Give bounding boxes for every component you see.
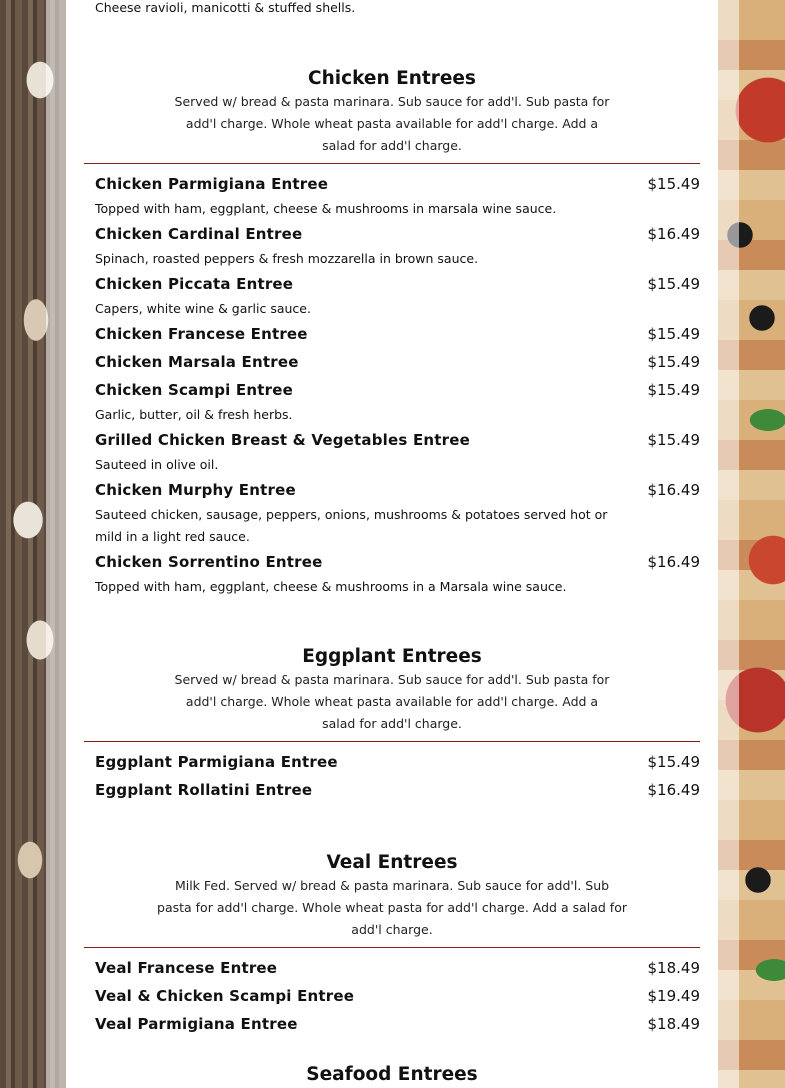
section-description: Milk Fed. Served w/ bread & pasta marinara. Sub sauce for add'l. Sub pasta for add'l charge. Whole wheat pasta for add'l charge. Add a salad for add'l charge.: [157, 878, 627, 937]
menu-item[interactable]: [84, 376, 700, 426]
menu-item-price: $15.49: [647, 353, 700, 371]
menu-item-list: [84, 748, 700, 804]
menu-item-price: $18.49: [647, 1015, 700, 1033]
section-divider: [84, 741, 700, 742]
menu-item-price: $15.49: [647, 275, 700, 293]
menu-item-name: Chicken Sorrentino Entree: [95, 553, 323, 571]
menu-item-name: Chicken Parmigiana Entree: [95, 175, 329, 193]
menu-item-name: Eggplant Parmigiana Entree: [95, 753, 338, 771]
section-divider: [84, 163, 700, 164]
menu-item[interactable]: [84, 170, 700, 220]
menu-item[interactable]: [84, 548, 700, 598]
menu-item-description: Capers, white wine & garlic sauce.: [95, 301, 311, 316]
menu-item-name: Chicken Scampi Entree: [95, 381, 293, 399]
menu-item-price: $16.49: [647, 481, 700, 499]
section-title: Eggplant Entrees: [302, 646, 482, 667]
menu-item-name: Chicken Piccata Entree: [95, 275, 294, 293]
menu-item[interactable]: [84, 776, 700, 804]
menu-item-name: Grilled Chicken Breast & Vegetables Entree: [95, 431, 470, 449]
menu-item-price: $18.49: [647, 959, 700, 977]
menu-item-name: Veal Parmigiana Entree: [95, 1015, 298, 1033]
menu-item-description: Topped with ham, eggplant, cheese & mushrooms in a Marsala wine sauce.: [95, 579, 567, 594]
menu-item-description: Sauteed chicken, sausage, peppers, onions, mushrooms & potatoes served hot or mild in a light red sauce.: [95, 507, 608, 544]
section-title: Veal Entrees: [326, 852, 458, 873]
menu-item-price: $16.49: [647, 781, 700, 799]
menu-item-price: $15.49: [647, 753, 700, 771]
menu-item-list: [84, 954, 700, 1038]
section-title: Chicken Entrees: [308, 68, 476, 89]
menu-item-price: $16.49: [647, 553, 700, 571]
menu-item-price: $19.49: [647, 987, 700, 1005]
section-description: Served w/ bread & pasta marinara. Sub sauce for add'l. Sub pasta for add'l charge. Whole wheat pasta available for add'l charge. Add a salad for add'l charge.: [174, 672, 610, 731]
menu-item[interactable]: [84, 954, 700, 982]
previous-item-description: Cheese ravioli, manicotti & stuffed shells.: [95, 0, 356, 15]
menu-item-name: Chicken Murphy Entree: [95, 481, 296, 499]
menu-item-name: Chicken Marsala Entree: [95, 353, 299, 371]
menu-item-price: $15.49: [647, 431, 700, 449]
menu-item[interactable]: [84, 476, 700, 548]
menu-item[interactable]: [84, 270, 700, 320]
menu-item-description: Garlic, butter, oil & fresh herbs.: [95, 407, 293, 422]
menu-item-price: $16.49: [647, 225, 700, 243]
menu-item-description: Topped with ham, eggplant, cheese & mushrooms in marsala wine sauce.: [95, 201, 557, 216]
menu-item-price: $15.49: [647, 381, 700, 399]
menu-item[interactable]: [84, 1010, 700, 1038]
section-description: Served w/ bread & pasta marinara. Sub sauce for add'l. Sub pasta for add'l charge. Whole wheat pasta available for add'l charge. Add a salad for add'l charge.: [174, 94, 610, 153]
menu-item[interactable]: [84, 348, 700, 376]
menu-item-list: [84, 170, 700, 598]
menu-item[interactable]: [84, 220, 700, 270]
menu-item-name: Veal & Chicken Scampi Entree: [95, 987, 355, 1005]
section-veal-entrees: [84, 852, 700, 1038]
section-divider: [84, 947, 700, 948]
right-background-fade: [718, 0, 739, 1088]
menu-item-price: $15.49: [647, 175, 700, 193]
menu-item-description: Spinach, roasted peppers & fresh mozzarella in brown sauce.: [95, 251, 479, 266]
menu-item[interactable]: [84, 320, 700, 348]
menu-item-price: $15.49: [647, 325, 700, 343]
menu-item-name: Eggplant Rollatini Entree: [95, 781, 313, 799]
left-background-fade: [46, 0, 66, 1088]
menu-item[interactable]: [84, 748, 700, 776]
menu-item[interactable]: [84, 982, 700, 1010]
menu-item-name: Chicken Francese Entree: [95, 325, 308, 343]
section-eggplant-entrees: [84, 646, 700, 804]
menu-item-name: Chicken Cardinal Entree: [95, 225, 303, 243]
section-seafood-entrees: [84, 1064, 700, 1085]
menu-item-name: Veal Francese Entree: [95, 959, 278, 977]
menu-item-description: Sauteed in olive oil.: [95, 457, 219, 472]
section-chicken-entrees: [84, 68, 700, 598]
menu-page: [66, 0, 718, 1088]
section-title: Seafood Entrees: [306, 1064, 478, 1085]
menu-item[interactable]: [84, 426, 700, 476]
